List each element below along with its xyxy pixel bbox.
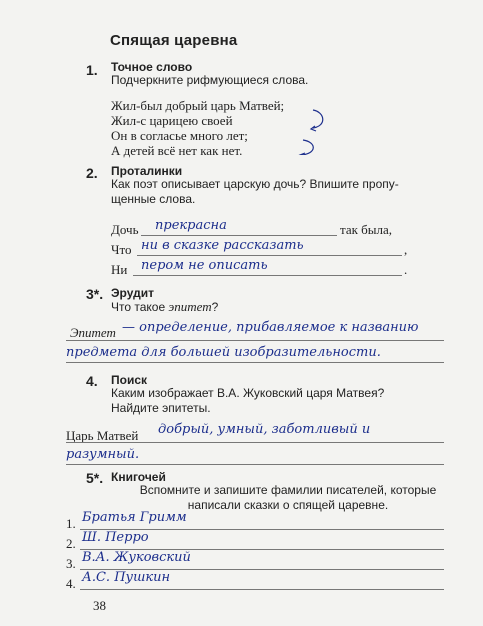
tsar-answer-line-2: разумный.	[66, 447, 140, 462]
poem-line-1: Жил-был добрый царь Матвей;	[111, 98, 285, 113]
line-2-prefix: Что	[111, 242, 132, 257]
line-1-blank	[141, 235, 337, 236]
section-1-heading: Точное слово	[111, 60, 193, 74]
epithet-line-2	[66, 362, 444, 363]
section-2-number: 2.	[86, 165, 98, 181]
line-3-blank	[133, 275, 402, 276]
poem-line-2: Жил-с царицею своей	[111, 113, 233, 128]
section-5-number: 5*.	[86, 470, 104, 486]
author-3-answer: В.А. Жуковский	[82, 550, 191, 565]
section-4-heading: Поиск	[111, 373, 148, 387]
section-3-instruction: Что такое эпитет?	[111, 299, 219, 314]
epithet-answer-line-2: предмета для большей изобразительности.	[66, 345, 381, 360]
epithet-answer-line-1: — определение, прибавляемое к названию	[122, 320, 419, 335]
section-5-instruction: Вспомните и запишите фамилии писателей, которые написали сказки о спящей царевне.	[139, 483, 437, 512]
section-3-heading: Эрудит	[111, 286, 154, 300]
line-3-prefix: Ни	[111, 262, 128, 277]
tsar-answer-line-1: добрый, умный, заботливый и	[158, 422, 371, 437]
section-1-instruction: Подчеркните рифмующиеся слова.	[111, 73, 309, 87]
poem-line-4: А детей всё нет как нет.	[111, 143, 243, 158]
author-4-number: 4.	[66, 576, 76, 591]
author-3-number: 3.	[66, 556, 76, 571]
section-2-instruction: Как поэт описывает царскую дочь? Впишите пропу- щенные слова.	[111, 177, 399, 206]
author-4-answer: А.С. Пушкин	[82, 570, 171, 585]
section-4-instruction: Каким изображает В.А. Жуковский царя Матвея? Найдите эпитеты.	[111, 386, 385, 415]
epithet-line-1	[66, 340, 444, 341]
author-2-answer: Ш. Перро	[82, 530, 149, 545]
tsar-line-2	[66, 464, 444, 465]
page-number: 38	[93, 598, 106, 613]
author-4-line	[80, 589, 444, 590]
section-2-heading: Проталинки	[111, 164, 183, 178]
line-2-answer: ни в сказке рассказать	[141, 238, 304, 253]
line-3-answer: пером не описать	[141, 258, 268, 273]
author-2-number: 2.	[66, 536, 76, 551]
rhyme-marks	[283, 100, 328, 155]
epithet-label: Эпитет	[70, 325, 116, 340]
section-5-heading: Книгочей	[111, 470, 166, 484]
line-1-answer: прекрасна	[155, 218, 227, 233]
section-3-number: 3*.	[86, 286, 104, 302]
author-1-number: 1.	[66, 516, 76, 531]
poem-line-3: Он в согласье много лет;	[111, 128, 248, 143]
line-1-prefix: Дочь	[111, 222, 139, 237]
page-title: Спящая царевна	[110, 32, 238, 49]
tsar-label: Царь Матвей	[66, 428, 139, 443]
section-1-number: 1.	[86, 62, 98, 78]
line-2-suffix: ,	[404, 242, 408, 257]
author-1-answer: Братья Гримм	[82, 510, 187, 525]
tsar-line-1	[66, 442, 444, 443]
line-1-suffix: так была,	[340, 222, 393, 237]
line-3-suffix: .	[404, 262, 408, 277]
section-4-number: 4.	[86, 373, 98, 389]
line-2-blank	[137, 255, 402, 256]
